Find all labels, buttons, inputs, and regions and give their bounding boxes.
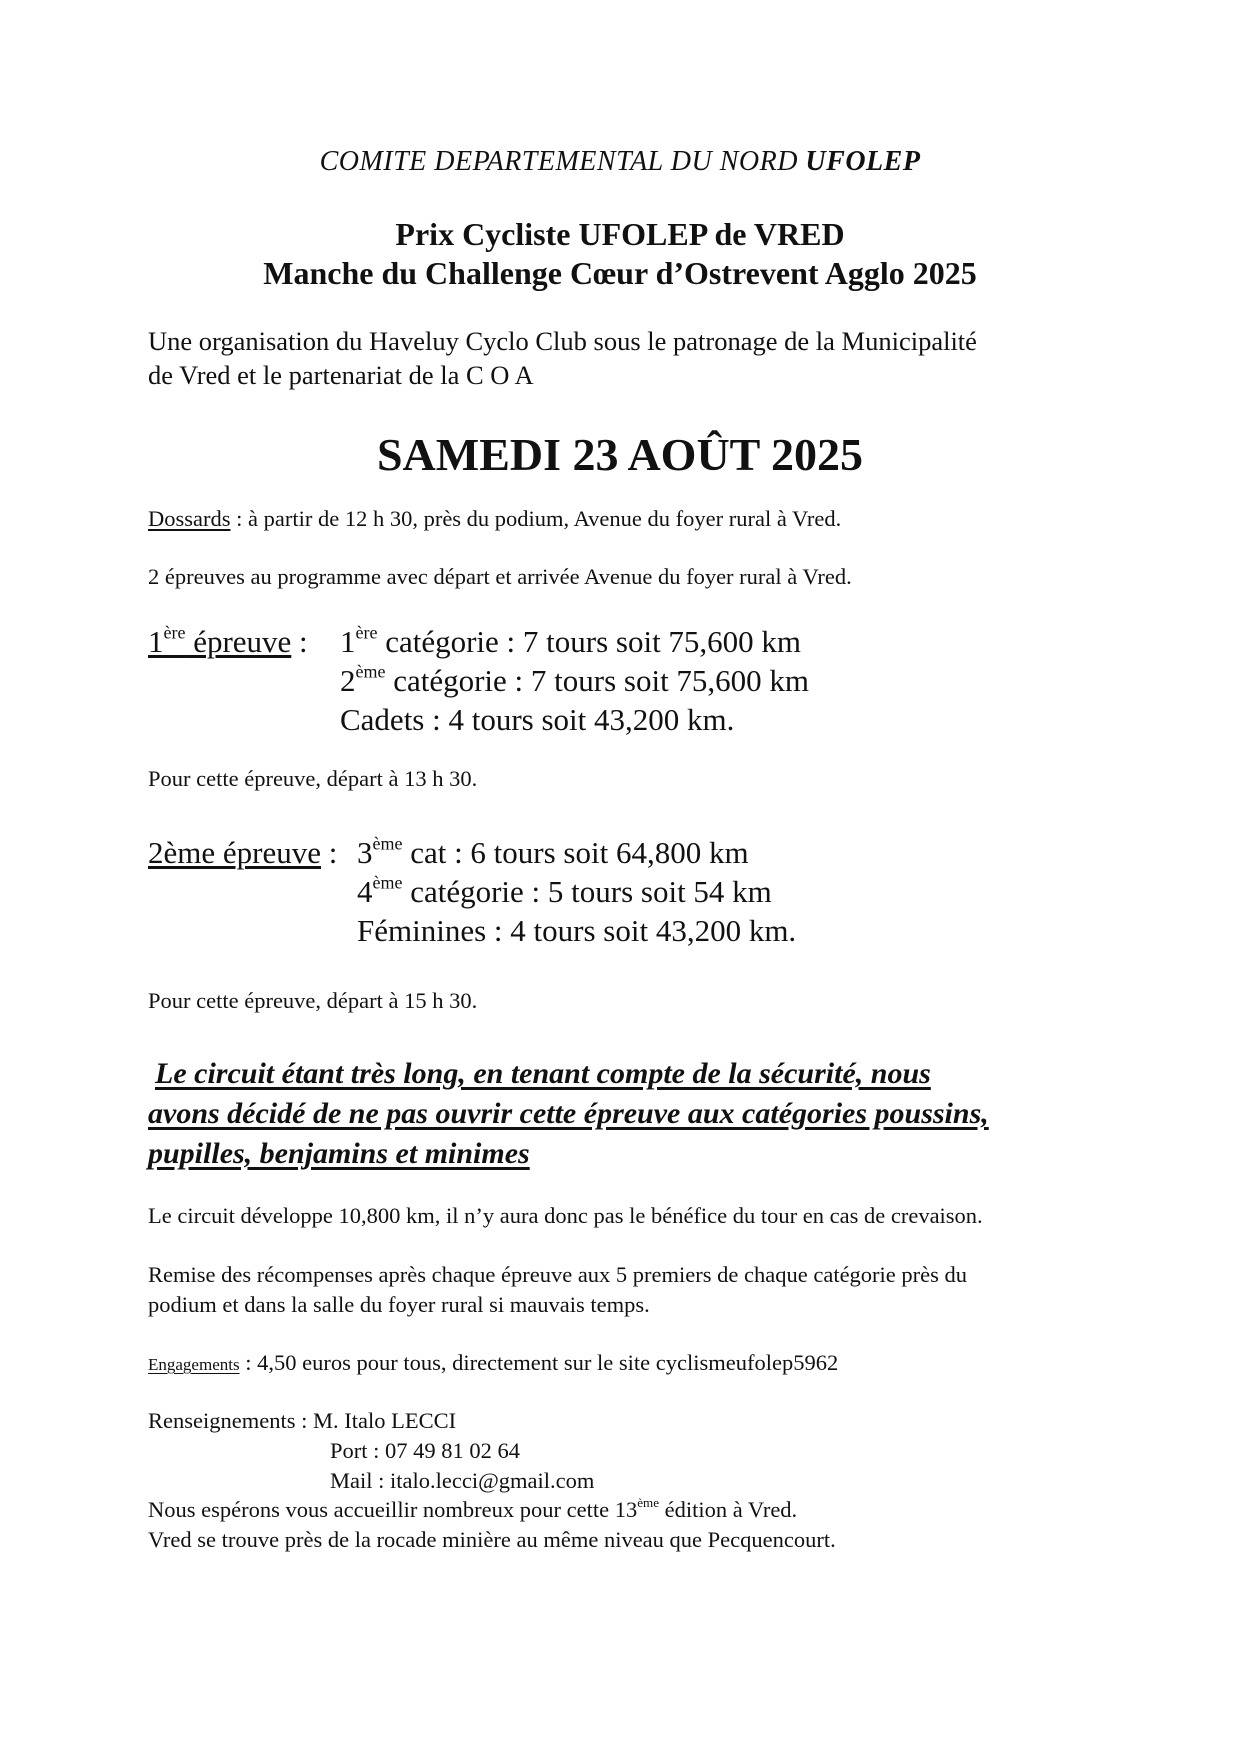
epreuve1-line-1-num: 1 bbox=[340, 624, 356, 659]
renseignements-email: Mail : italo.lecci@gmail.com bbox=[330, 1468, 595, 1493]
closing-line-1-after: édition à Vred. bbox=[658, 1497, 798, 1522]
epreuve2-depart: Pour cette épreuve, départ à 15 h 30. bbox=[148, 988, 478, 1013]
epreuve2-line-2-text: catégorie : 5 tours soit 54 km bbox=[402, 874, 772, 909]
event-date: SAMEDI 23 AOÛT 2025 bbox=[376, 429, 864, 480]
epreuve1-line-3-text: Cadets : 4 tours soit 43,200 km. bbox=[340, 702, 735, 737]
epreuve1-label-num: 1 bbox=[148, 624, 164, 659]
epreuve2-label-underlined: 2ème épreuve bbox=[148, 835, 321, 870]
epreuve1-line-2-text: catégorie : 7 tours soit 75,600 km bbox=[385, 663, 810, 698]
epreuve2-label-colon: : bbox=[320, 835, 338, 870]
closing-line-1-before: Nous espérons vous accueillir nombreux pour cette 13 bbox=[148, 1497, 638, 1522]
epreuve2-label bbox=[148, 835, 337, 871]
warning-line-2: avons décidé de ne pas ouvrir cette épreuve aux catégories poussins, bbox=[148, 1097, 989, 1130]
closing-line-1 bbox=[148, 1497, 797, 1523]
epreuve1-line-2 bbox=[340, 663, 809, 699]
epreuve1-depart: Pour cette épreuve, départ à 13 h 30. bbox=[148, 766, 478, 791]
epreuve2-line-1-sup: ème bbox=[372, 833, 403, 854]
engagements-label: Engagements bbox=[148, 1355, 240, 1374]
engagements-info bbox=[148, 1350, 838, 1376]
epreuve1-label bbox=[148, 624, 308, 660]
circuit-info: Le circuit développe 10,800 km, il n’y aura donc pas le bénéfice du tour en cas de crevaison. bbox=[148, 1203, 983, 1228]
epreuve1-line-2-num: 2 bbox=[340, 663, 356, 698]
remise-line-1: Remise des récompenses après chaque épreuve aux 5 premiers de chaque catégorie près du bbox=[148, 1262, 968, 1287]
dossards-info bbox=[148, 506, 841, 532]
epreuve1-label-sup: ère bbox=[163, 622, 186, 643]
title-line-1: Prix Cycliste UFOLEP de VRED bbox=[395, 216, 845, 252]
epreuve2-line-2-num: 4 bbox=[357, 874, 373, 909]
closing-line-1-sup: ème bbox=[637, 1495, 659, 1511]
dossards-text: : à partir de 12 h 30, près du podium, Avenue du foyer rural à Vred. bbox=[230, 506, 842, 531]
epreuve1-line-1-sup: ère bbox=[355, 622, 378, 643]
epreuve1-line-3 bbox=[340, 702, 734, 738]
epreuve1-line-2-sup: ème bbox=[355, 661, 386, 682]
dossards-label: Dossards bbox=[148, 506, 231, 531]
renseignements-phone: Port : 07 49 81 02 64 bbox=[330, 1438, 521, 1463]
renseignements-contact: Renseignements : M. Italo LECCI bbox=[148, 1408, 457, 1433]
closing-line-2: Vred se trouve près de la rocade minière au même niveau que Pecquencourt. bbox=[148, 1527, 836, 1552]
epreuve2-line-3 bbox=[357, 913, 796, 949]
epreuve1-line-1 bbox=[340, 624, 801, 660]
comite-text: COMITE DEPARTEMENTAL DU NORD bbox=[319, 146, 798, 177]
epreuve2-line-3-text: Féminines : 4 tours soit 43,200 km. bbox=[357, 913, 797, 948]
epreuve1-label-word: épreuve bbox=[185, 624, 292, 659]
epreuve1-label-underlined bbox=[148, 624, 291, 659]
warning-line-1: Le circuit étant très long, en tenant compte de la sécurité, nous bbox=[155, 1057, 931, 1090]
epreuve2-line-1-num: 3 bbox=[357, 835, 373, 870]
comite-brand: UFOLEP bbox=[805, 146, 921, 177]
remise-line-2: podium et dans la salle du foyer rural si mauvais temps. bbox=[148, 1292, 650, 1317]
warning-line-3: pupilles, benjamins et minimes bbox=[148, 1137, 530, 1170]
programme-info: 2 épreuves au programme avec départ et arrivée Avenue du foyer rural à Vred. bbox=[148, 564, 852, 589]
epreuve2-line-2 bbox=[357, 874, 772, 910]
intro-line-2: de Vred et le partenariat de la C O A bbox=[148, 360, 534, 390]
engagements-text: : 4,50 euros pour tous, directement sur le site cyclismeufolep5962 bbox=[239, 1350, 839, 1375]
epreuve2-line-2-sup: ème bbox=[372, 872, 403, 893]
epreuve2-line-1-text: cat : 6 tours soit 64,800 km bbox=[402, 835, 749, 870]
comite-header bbox=[0, 146, 1240, 178]
title-line-2: Manche du Challenge Cœur d’Ostrevent Agglo 2025 bbox=[263, 255, 977, 291]
epreuve1-label-colon: : bbox=[291, 624, 308, 659]
epreuve2-line-1 bbox=[357, 835, 749, 871]
intro-line-1: Une organisation du Haveluy Cyclo Club sous le patronage de la Municipalité bbox=[148, 326, 977, 356]
epreuve1-line-1-text: catégorie : 7 tours soit 75,600 km bbox=[377, 624, 802, 659]
